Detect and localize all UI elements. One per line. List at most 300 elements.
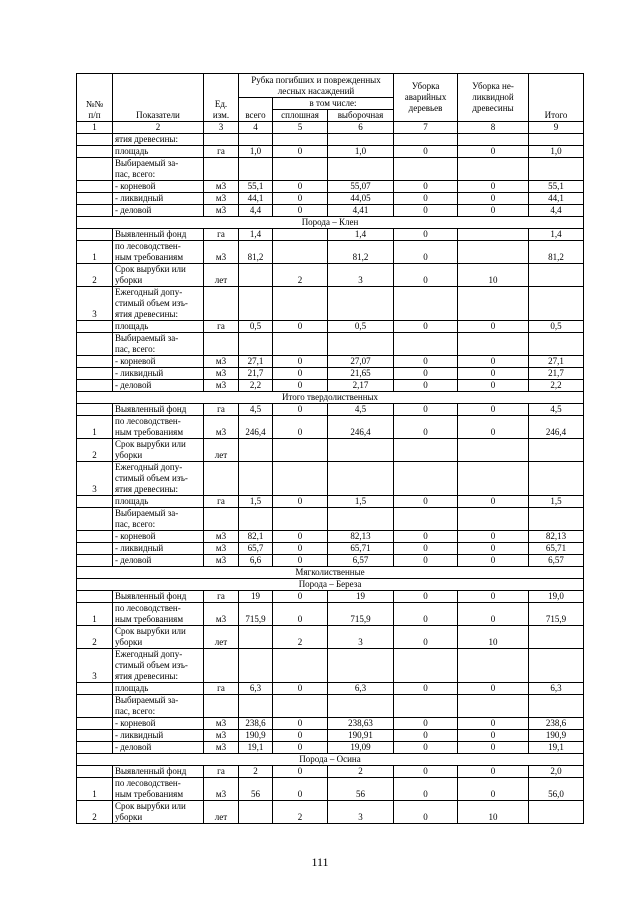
table-cell <box>77 134 113 146</box>
table-cell: 0 <box>458 181 529 193</box>
table-cell: 0 <box>394 205 458 217</box>
table-cell: 65,7 <box>239 543 273 555</box>
table-cell: 81,2 <box>529 241 584 264</box>
table-cell <box>529 333 584 356</box>
table-cell <box>204 134 239 146</box>
table-cell <box>458 649 529 683</box>
table-cell: 2,17 <box>328 380 394 392</box>
table-cell <box>77 356 113 368</box>
table-cell: 0 <box>273 380 328 392</box>
table-cell <box>77 333 113 356</box>
table-cell: 0 <box>458 404 529 416</box>
table-cell <box>77 368 113 380</box>
table-cell: Срок вырубки или уборки <box>113 626 204 649</box>
table-cell: 56 <box>328 778 394 801</box>
table-cell <box>77 205 113 217</box>
table-cell <box>204 287 239 321</box>
table-row <box>77 416 584 439</box>
table-cell <box>77 229 113 241</box>
table-cell: 19,0 <box>529 591 584 603</box>
table-cell: 246,4 <box>328 416 394 439</box>
table-cell: 1,4 <box>239 229 273 241</box>
table-cell: 0 <box>394 380 458 392</box>
table-cell: 0 <box>273 321 328 333</box>
table-cell: 2 <box>273 626 328 649</box>
table-row <box>77 134 584 146</box>
table-cell: 19,1 <box>239 742 273 754</box>
table-cell <box>77 321 113 333</box>
table-cell: 0 <box>394 718 458 730</box>
table-cell: 19 <box>328 591 394 603</box>
table-cell: 0 <box>458 555 529 567</box>
table-cell <box>273 158 328 181</box>
table-cell: га <box>204 591 239 603</box>
table-cell: 3 <box>328 626 394 649</box>
header-unit: Ед. изм. <box>204 74 239 122</box>
table-cell: 0 <box>273 205 328 217</box>
table-cell: 190,9 <box>529 730 584 742</box>
table-cell: 0 <box>273 730 328 742</box>
table-cell: 0 <box>458 356 529 368</box>
table-cell: 0 <box>394 591 458 603</box>
table-cell <box>239 801 273 824</box>
section-title: Порода – Береза <box>77 579 584 591</box>
table-cell: 0 <box>458 742 529 754</box>
table-cell: га <box>204 229 239 241</box>
table-cell <box>204 333 239 356</box>
table-cell: 0 <box>394 730 458 742</box>
table-cell <box>239 158 273 181</box>
table-cell: 0 <box>273 766 328 778</box>
table-cell: 65,71 <box>328 543 394 555</box>
table-cell: 19,09 <box>328 742 394 754</box>
table-cell: 2,2 <box>239 380 273 392</box>
table-cell: лет <box>204 264 239 287</box>
table-row <box>77 555 584 567</box>
table-cell: 1,0 <box>529 146 584 158</box>
column-number: 2 <box>113 122 204 134</box>
table-cell: Выявленный фонд <box>113 591 204 603</box>
table-cell: 81,2 <box>239 241 273 264</box>
table-cell: 0 <box>458 146 529 158</box>
table-cell: 4,4 <box>529 205 584 217</box>
table-cell: м3 <box>204 718 239 730</box>
table-cell <box>239 695 273 718</box>
table-cell <box>529 439 584 462</box>
table-row <box>77 181 584 193</box>
table-cell: 1 <box>77 416 113 439</box>
table-cell: 0 <box>458 683 529 695</box>
table-cell: 3 <box>77 287 113 321</box>
table-cell: 0 <box>458 321 529 333</box>
header-illiquid: Уборка не- ликвидной древесины <box>458 74 529 122</box>
table-cell: 1,0 <box>239 146 273 158</box>
header-felling-group: Рубка погибших и поврежденных лесных насаждений <box>239 74 394 98</box>
table-cell: 0 <box>394 368 458 380</box>
column-number: 3 <box>204 122 239 134</box>
table-cell <box>77 146 113 158</box>
table-cell: га <box>204 146 239 158</box>
header-indicator: Показатели <box>113 74 204 122</box>
table-cell: 2 <box>328 766 394 778</box>
table-cell: 1,5 <box>239 496 273 508</box>
table-header <box>77 74 584 134</box>
table-row <box>77 603 584 626</box>
table-cell: ятия древесины: <box>113 134 204 146</box>
table-cell: м3 <box>204 181 239 193</box>
table-cell: - корневой <box>113 718 204 730</box>
table-cell <box>458 695 529 718</box>
column-number: 7 <box>394 122 458 134</box>
table-row <box>77 778 584 801</box>
section-row <box>77 579 584 591</box>
table-row <box>77 404 584 416</box>
column-number: 9 <box>529 122 584 134</box>
table-cell <box>204 649 239 683</box>
table-cell: 10 <box>458 801 529 824</box>
table-cell <box>458 333 529 356</box>
table-cell: 0 <box>394 416 458 439</box>
table-cell: 0 <box>394 603 458 626</box>
table-cell: по лесоводствен- ным требованиям <box>113 778 204 801</box>
table-cell <box>77 730 113 742</box>
table-cell: 0 <box>458 193 529 205</box>
table-cell <box>458 134 529 146</box>
table-cell: 27,1 <box>239 356 273 368</box>
table-cell: 10 <box>458 264 529 287</box>
table-cell <box>273 695 328 718</box>
table-cell: Срок вырубки или уборки <box>113 264 204 287</box>
table-cell: - корневой <box>113 356 204 368</box>
table-cell: 6,57 <box>529 555 584 567</box>
table-cell: 0 <box>394 193 458 205</box>
table-cell: м3 <box>204 380 239 392</box>
table-cell: га <box>204 496 239 508</box>
table-cell: Ежегодный допу- стимый объем изъ- ятия древесины: <box>113 287 204 321</box>
table-cell <box>328 462 394 496</box>
table-cell <box>529 649 584 683</box>
table-cell: 1 <box>77 603 113 626</box>
table-row <box>77 649 584 683</box>
table-cell: 0 <box>394 766 458 778</box>
table-cell: 0,5 <box>529 321 584 333</box>
table-cell: 0 <box>273 718 328 730</box>
table-cell: 44,05 <box>328 193 394 205</box>
table-row <box>77 718 584 730</box>
table-cell <box>204 158 239 181</box>
table-cell <box>273 649 328 683</box>
table-cell: 2 <box>239 766 273 778</box>
table-cell <box>273 462 328 496</box>
table-row <box>77 287 584 321</box>
table-cell: 3 <box>328 264 394 287</box>
table-row <box>77 333 584 356</box>
table-cell: 0 <box>394 321 458 333</box>
table-cell: лет <box>204 626 239 649</box>
table-cell: 55,1 <box>529 181 584 193</box>
table-cell <box>273 287 328 321</box>
table-cell: Выбираемый за- пас, всего: <box>113 333 204 356</box>
table-cell: м3 <box>204 603 239 626</box>
table-cell <box>529 462 584 496</box>
table-cell <box>458 508 529 531</box>
table-cell: 0 <box>273 742 328 754</box>
table-row <box>77 730 584 742</box>
table-cell: 0 <box>273 193 328 205</box>
table-cell <box>239 649 273 683</box>
table-cell <box>239 287 273 321</box>
table-cell: Выбираемый за- пас, всего: <box>113 695 204 718</box>
table-row <box>77 193 584 205</box>
table-row <box>77 742 584 754</box>
table-cell: Выявленный фонд <box>113 766 204 778</box>
table-cell: 0 <box>273 496 328 508</box>
table-cell: 0 <box>394 555 458 567</box>
table-cell <box>77 695 113 718</box>
table-cell <box>394 134 458 146</box>
table-cell: м3 <box>204 356 239 368</box>
table-cell: лет <box>204 439 239 462</box>
table-cell <box>394 333 458 356</box>
table-body <box>77 134 584 824</box>
table-cell <box>529 801 584 824</box>
table-cell <box>77 496 113 508</box>
table-cell <box>77 404 113 416</box>
table-cell <box>77 766 113 778</box>
table-row <box>77 508 584 531</box>
table-cell: га <box>204 321 239 333</box>
table-row <box>77 205 584 217</box>
table-cell: 19,1 <box>529 742 584 754</box>
table-cell <box>273 241 328 264</box>
table-cell: 0 <box>273 555 328 567</box>
table-cell: по лесоводствен- ным требованиям <box>113 416 204 439</box>
table-cell: - корневой <box>113 181 204 193</box>
table-cell <box>77 742 113 754</box>
table-cell <box>77 193 113 205</box>
table-cell <box>328 158 394 181</box>
table-cell: 6,3 <box>529 683 584 695</box>
table-cell <box>458 462 529 496</box>
header-selective: выборочная <box>328 110 394 122</box>
table-cell <box>328 439 394 462</box>
table-cell <box>394 158 458 181</box>
table-cell: 1 <box>77 778 113 801</box>
table-cell: 0 <box>394 683 458 695</box>
table-row <box>77 241 584 264</box>
header-solid: сплошная <box>273 110 328 122</box>
header-incl: в том числе: <box>273 98 394 110</box>
table-cell: Выявленный фонд <box>113 229 204 241</box>
table-cell <box>239 439 273 462</box>
table-cell: 82,13 <box>328 531 394 543</box>
table-cell: - корневой <box>113 531 204 543</box>
table-cell: 56 <box>239 778 273 801</box>
table-cell: 238,6 <box>239 718 273 730</box>
table-cell: м3 <box>204 555 239 567</box>
table-cell <box>204 462 239 496</box>
table-cell: Ежегодный допу- стимый объем изъ- ятия древесины: <box>113 462 204 496</box>
table-cell: 10 <box>458 626 529 649</box>
table-cell: - ликвидный <box>113 368 204 380</box>
table-cell: 0 <box>273 778 328 801</box>
table-cell: 0 <box>458 531 529 543</box>
felling-table <box>76 73 584 824</box>
table-cell: - деловой <box>113 555 204 567</box>
table-cell <box>394 439 458 462</box>
table-row <box>77 146 584 158</box>
table-cell: 715,9 <box>529 603 584 626</box>
table-cell: 6,6 <box>239 555 273 567</box>
table-cell: 0 <box>273 404 328 416</box>
table-cell: м3 <box>204 742 239 754</box>
table-cell <box>77 543 113 555</box>
table-cell: 0 <box>394 742 458 754</box>
table-cell: 0 <box>458 603 529 626</box>
table-cell: 21,65 <box>328 368 394 380</box>
table-cell: 0 <box>273 531 328 543</box>
header-total: Итого <box>529 74 584 122</box>
section-row <box>77 392 584 404</box>
table-cell: 4,41 <box>328 205 394 217</box>
table-cell: га <box>204 683 239 695</box>
table-cell: 238,6 <box>529 718 584 730</box>
table-cell: 0 <box>458 591 529 603</box>
table-cell: 3 <box>328 801 394 824</box>
table-cell: 0 <box>394 404 458 416</box>
table-cell <box>458 158 529 181</box>
section-title: Порода – Клен <box>77 217 584 229</box>
table-row <box>77 380 584 392</box>
table-cell: 4,5 <box>239 404 273 416</box>
header-num: №№ п/п <box>77 74 113 122</box>
table-cell: 0 <box>458 766 529 778</box>
table-cell: - деловой <box>113 380 204 392</box>
table-cell <box>394 462 458 496</box>
table-cell: 0 <box>394 229 458 241</box>
section-row <box>77 567 584 579</box>
table-cell: 2,0 <box>529 766 584 778</box>
table-cell: 1 <box>77 241 113 264</box>
table-cell: 0 <box>458 778 529 801</box>
table-cell <box>394 287 458 321</box>
table-cell: 0 <box>273 603 328 626</box>
table-cell: площадь <box>113 496 204 508</box>
table-row <box>77 356 584 368</box>
table-cell: 0 <box>273 416 328 439</box>
header-in-total: всего <box>239 98 273 122</box>
table-cell: 82,1 <box>239 531 273 543</box>
table-cell: 715,9 <box>239 603 273 626</box>
section-title: Мягколиственные <box>77 567 584 579</box>
table-cell <box>328 695 394 718</box>
table-cell <box>529 134 584 146</box>
table-cell <box>394 695 458 718</box>
table-cell: площадь <box>113 146 204 158</box>
table-cell: 190,91 <box>328 730 394 742</box>
table-cell: 65,71 <box>529 543 584 555</box>
table-cell: 44,1 <box>239 193 273 205</box>
table-row <box>77 496 584 508</box>
section-title: Итого твердолиственных <box>77 392 584 404</box>
table-cell: 0 <box>273 181 328 193</box>
table-cell: 1,4 <box>328 229 394 241</box>
table-cell <box>529 264 584 287</box>
table-cell: - деловой <box>113 742 204 754</box>
table-cell: 0 <box>394 146 458 158</box>
table-cell <box>77 591 113 603</box>
table-cell: 21,7 <box>239 368 273 380</box>
table-cell: 0 <box>394 496 458 508</box>
section-row <box>77 217 584 229</box>
table-cell <box>239 462 273 496</box>
table-cell: м3 <box>204 368 239 380</box>
table-cell: 190,9 <box>239 730 273 742</box>
table-cell: м3 <box>204 543 239 555</box>
table-cell: по лесоводствен- ным требованиям <box>113 241 204 264</box>
table-cell <box>458 241 529 264</box>
table-cell: 0 <box>273 356 328 368</box>
table-cell: 6,3 <box>239 683 273 695</box>
table-cell <box>77 531 113 543</box>
table-cell <box>458 439 529 462</box>
table-cell: 0 <box>273 683 328 695</box>
table-cell: 0 <box>458 543 529 555</box>
table-cell: м3 <box>204 778 239 801</box>
table-row <box>77 801 584 824</box>
column-number: 4 <box>239 122 273 134</box>
page-number: 111 <box>311 855 329 869</box>
table-cell <box>458 229 529 241</box>
table-cell: 2 <box>77 801 113 824</box>
table-cell <box>394 508 458 531</box>
table-cell: Выбираемый за- пас, всего: <box>113 508 204 531</box>
table-cell: 1,5 <box>529 496 584 508</box>
table-cell <box>328 508 394 531</box>
table-cell: Ежегодный допу- стимый объем изъ- ятия древесины: <box>113 649 204 683</box>
table-cell: 1,0 <box>328 146 394 158</box>
table-cell: 55,1 <box>239 181 273 193</box>
table-row <box>77 695 584 718</box>
header-emergency: Уборка аварийных деревьев <box>394 74 458 122</box>
table-row <box>77 683 584 695</box>
table-cell: 0 <box>273 591 328 603</box>
table-cell <box>239 508 273 531</box>
table-cell: 238,63 <box>328 718 394 730</box>
table-cell: 3 <box>77 649 113 683</box>
column-number: 1 <box>77 122 113 134</box>
table-cell: 0 <box>458 718 529 730</box>
table-cell: 2,2 <box>529 380 584 392</box>
table-row <box>77 591 584 603</box>
table-row <box>77 626 584 649</box>
table-cell: га <box>204 766 239 778</box>
table-cell: 55,07 <box>328 181 394 193</box>
table-cell: 4,5 <box>328 404 394 416</box>
table-cell: 0 <box>458 730 529 742</box>
table-cell: м3 <box>204 205 239 217</box>
table-cell <box>77 683 113 695</box>
column-numbers-row <box>77 122 584 134</box>
table-cell: 3 <box>77 462 113 496</box>
table-cell: 2 <box>77 264 113 287</box>
table-cell: Выявленный фонд <box>113 404 204 416</box>
table-cell <box>328 134 394 146</box>
table-cell <box>239 264 273 287</box>
table-cell: м3 <box>204 730 239 742</box>
table-cell <box>273 508 328 531</box>
table-cell: 0,5 <box>239 321 273 333</box>
